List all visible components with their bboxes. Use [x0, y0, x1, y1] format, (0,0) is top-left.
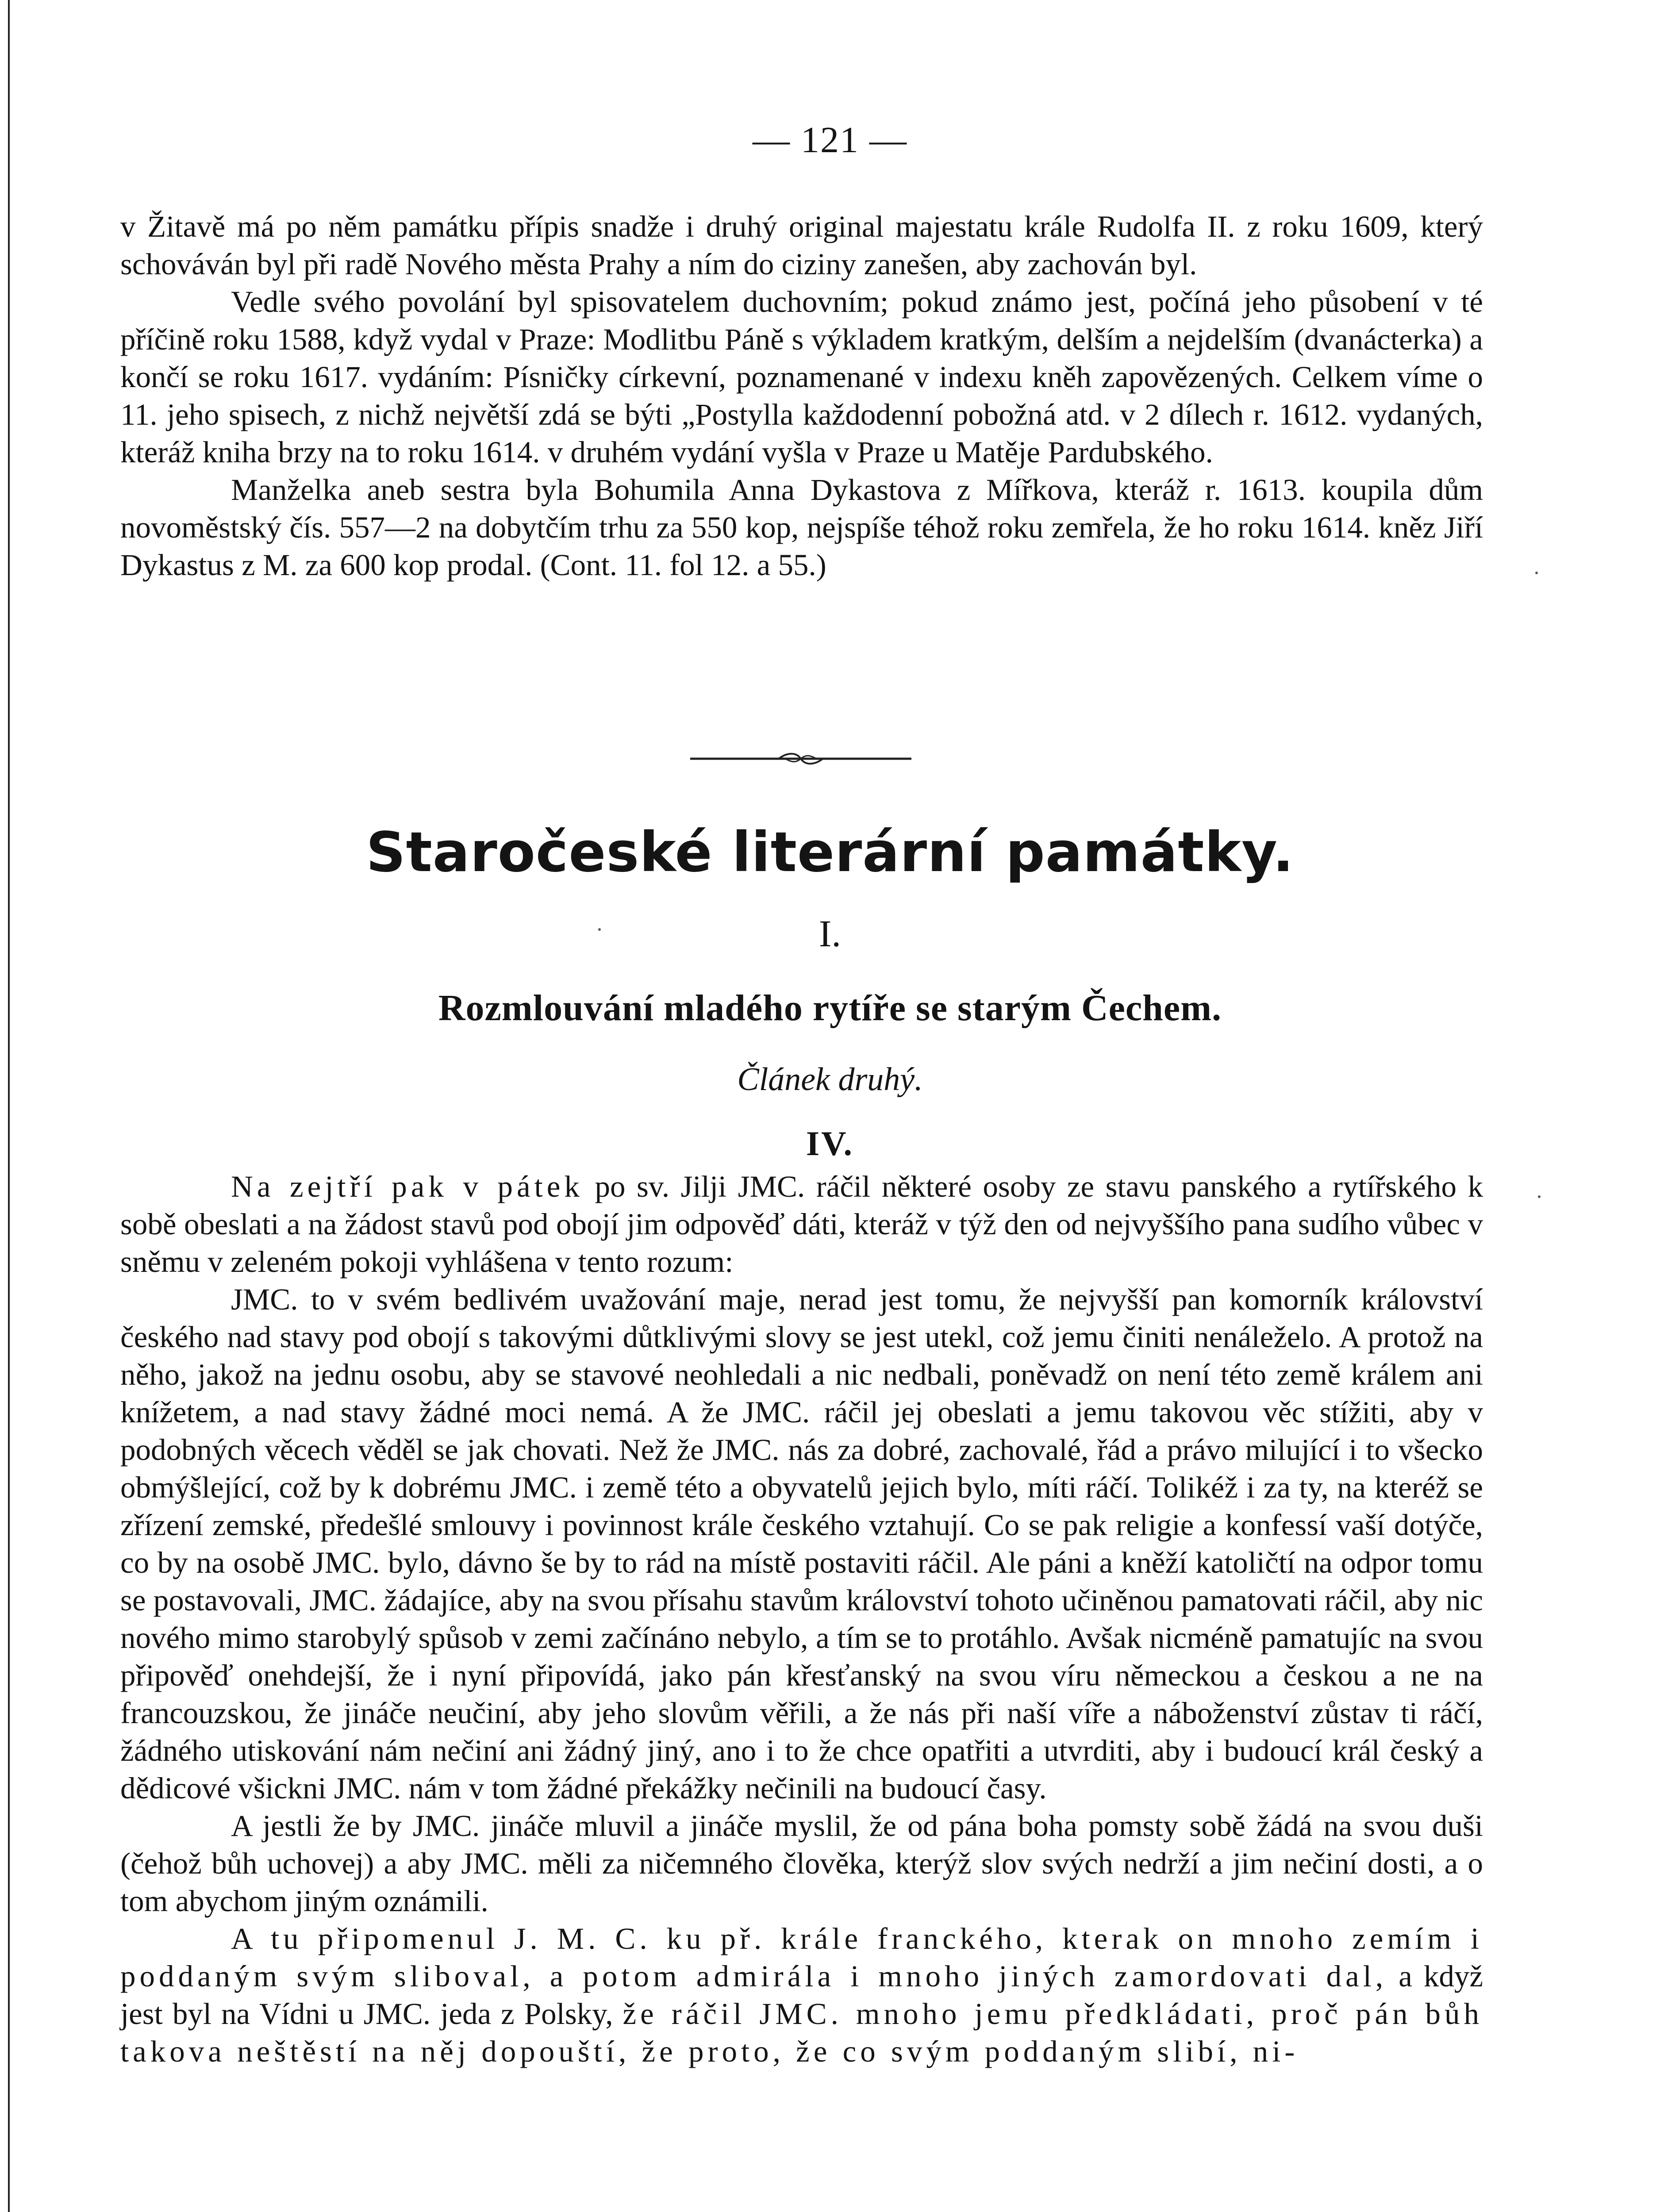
- spaced-phrase: Na zejtří pak v pátek: [231, 1170, 584, 1203]
- ornamental-divider: [690, 752, 911, 765]
- subtitle: Rozmlouvání mladého rytíře se starým Čechem.: [438, 987, 1222, 1029]
- scan-speck: [1538, 1195, 1541, 1198]
- paragraph-a-tu: [120, 1920, 1483, 2070]
- page-number: — 121 —: [753, 119, 907, 161]
- paragraph-jmc-to: JMC. to v svém bedlivém uvažování maje, nerad jest tomu, že nejvyšší pan komorník království českého nad stavy pod obojí s takovými důtklivými slovy se jest utekl, což jemu činiti nenáleželo. A protož na něho, jakož na jednu osobu, aby se stavové neohledali a nic nedbali, poněvadž on není této země králem ani knížetem, a nad stavy žádné moci nemá. A že JMC. ráčil jej obeslati a jemu takovou věc stížiti, aby v podobných věcech věděl se jak chovati. Než že JMC. nás za dobré, zachovalé, řád a právo milující i to všecko obmýšlející, což by k dobrému JMC. i země této a obyvatelů jejich bylo, míti ráčí. Tolikéž i za ty, na kteréž se zřízení zemské, předešlé smlouvy i povinnost krále českého vztahují. Co se pak religie a konfessí vaší dotýče, co by na osobě JMC. bylo, dávno še by to rád na místě postaviti ráčil. Ale páni a kněží katoličtí na odpor tomu se postavovali, JMC. žádajíce, aby na svou přísahu stavům království tohoto učiněnou pamatovati ráčil, aby nic nového mimo starobylý spůsob v zemi začínáno nebylo, a tím se to protáhlo. Avšak nicméně pamatujíc na svou připověď onehdejší, že i nyní připovídá, jako pán křesťanský na svou víru německou a českou a ne na francouzskou, že jináče neučiní, aby jeho slovům věřili, a že nás při naší víře a náboženství zůstav ti ráčí, žádného utiskování nám nečiní ani žádný jiný, ano i to že chce opatřiti a utvrditi, aby i budoucí král český a dědicové všickni JMC. nám v tom žádné překážky nečinili na budoucí časy.: [120, 1283, 1483, 1805]
- left-margin-line: [8, 0, 10, 2212]
- article-label: Článek druhý.: [737, 1061, 923, 1098]
- plain-text-b: a když jest byl na Vídni u JMC. jeda z Polsky,: [120, 1959, 1483, 2031]
- main-title: Staročeské literární památky.: [366, 821, 1294, 884]
- top-text-block: [120, 208, 1483, 584]
- paragraph-spisovatel: Vedle svého povolání byl spisovatelem duchovním; pokud známo jest, počíná jeho působení v té příčině roku 1588, když vydal v Praze: Modlitbu Páně s výkladem kratkým, delším a nejdelším (dvanácterka) a končí se roku 1617. vydáním: Písničky církevní, poznamenané v indexu kněh zapovězených. Celkem víme o 11. jeho spisech, z nichž největší zdá se býti „Postylla každodenní pobožná atd. v 2 dílech r. 1612. vydaných, kteráž kniha brzy na to roku 1614. v druhém vydání vyšla v Praze u Matěje Pardubského.: [120, 285, 1483, 469]
- paragraph-na-zejtri: [120, 1168, 1483, 1281]
- body-text-block: [120, 1168, 1483, 2070]
- spaced-text-c: že ráčil JMC. mnoho jemu předkládati, proč pán bůh takova neštěstí na něj dopouští, že proto, že co svým poddaným slibí, ni-: [120, 1997, 1483, 2068]
- spaced-text-a: A tu připomenul J. M. C. ku př. krále franckého, kterak on mnoho zemím i poddaným svým sliboval, a potom admirála i mnoho jiných zamordovati dal,: [120, 1922, 1483, 1993]
- section-label: IV.: [806, 1124, 854, 1163]
- scan-speck: [1535, 572, 1538, 574]
- paragraph-manzelka: Manželka aneb sestra byla Bohumila Anna Dykastova z Mířkova, kteráž r. 1613. koupila dům novoměstský čís. 557—2 na dobytčím trhu za 550 kop, nejspíše téhož roku zemřela, že ho roku 1614. kněz Jiří Dykastus z M. za 600 kop prodal. (Cont. 11. fol 12. a 55.): [120, 473, 1483, 582]
- paragraph-na-zejtri-text: po sv. Jilji JMC. ráčil některé osoby ze stavu panského a rytířského k sobě obeslati a na žádost stavů pod obojí jim odpověď dáti, kteráž v týž den od nejvyššího pana sudího vůbec v sněmu v zeleném pokoji vyhlášena v tento rozum:: [120, 1170, 1483, 1279]
- paragraph-a-jestli: A jestli že by JMC. jináče mluvil a jináče myslil, že od pána boha pomsty sobě žádá na svou duši (čehož bůh uchovej) a aby JMC. měli za ničemného člověka, kterýž slov svých nedrží a jim nečiní dosti, a o tom abychom jiným oznámili.: [120, 1809, 1483, 1918]
- part-number: I.: [818, 912, 842, 955]
- scan-speck: [598, 928, 601, 931]
- paragraph-zitava: v Žitavě má po něm památku přípis snadže i druhý original majestatu krále Rudolfa II. z roku 1609, který schováván byl při radě Nového města Prahy a ním do ciziny zanešen, aby zachován byl.: [120, 210, 1483, 281]
